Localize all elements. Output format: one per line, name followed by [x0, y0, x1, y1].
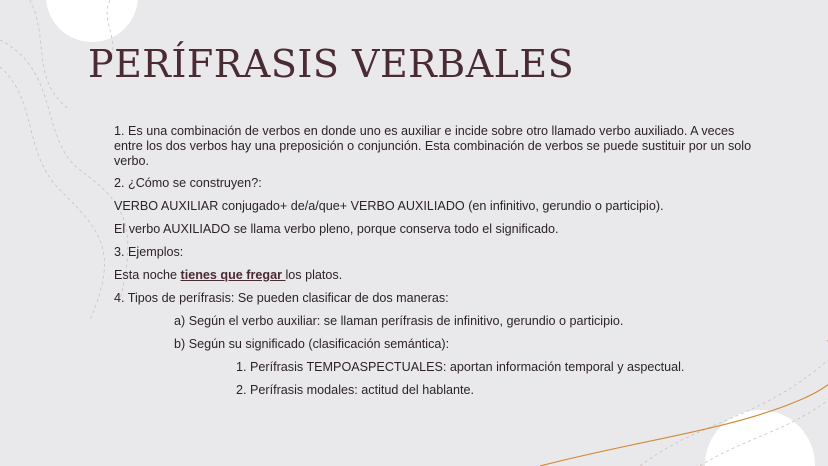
slide-content — [114, 124, 764, 406]
type-b-2: 2. Perífrasis modales: actitud del hablante. — [236, 383, 475, 397]
type-a: a) Según el verbo auxiliar: se llaman perífrasis de infinitivo, gerundio o participio. — [174, 314, 624, 328]
examples-heading: 3. Ejemplos: — [114, 245, 184, 259]
slide-title: PERÍFRASIS VERBALES — [88, 42, 575, 86]
example-sentence — [114, 268, 764, 283]
type-b-1: 1. Perífrasis TEMPOASPECTUALES: aportan información temporal y aspectual. — [236, 360, 685, 374]
type-b: b) Según su significado (clasificación semántica): — [174, 337, 450, 351]
types-heading: 4. Tipos de perífrasis: Se pueden clasificar de dos maneras: — [114, 291, 449, 305]
example-after: los platos. — [285, 268, 343, 282]
example-emphasis: tienes que fregar — [180, 268, 286, 282]
top-circle-decoration — [46, 0, 138, 42]
definition-paragraph: 1. Es una combinación de verbos en donde uno es auxiliar e incide sobre otro llamado verbo auxiliado. A veces entre los dos verbos hay una preposición o conjunción. Esta combinación de verbos se puede sustituir por un solo verbo. — [114, 124, 752, 168]
construction-formula: VERBO AUXILIAR conjugado+ de/a/que+ VERBO AUXILIADO (en infinitivo, gerundio o participio). — [114, 199, 664, 213]
example-before: Esta noche — [114, 268, 181, 282]
auxiliado-note: El verbo AUXILIADO se llama verbo pleno, porque conserva todo el significado. — [114, 222, 559, 236]
construction-heading: 2. ¿Cómo se construyen?: — [114, 176, 262, 190]
